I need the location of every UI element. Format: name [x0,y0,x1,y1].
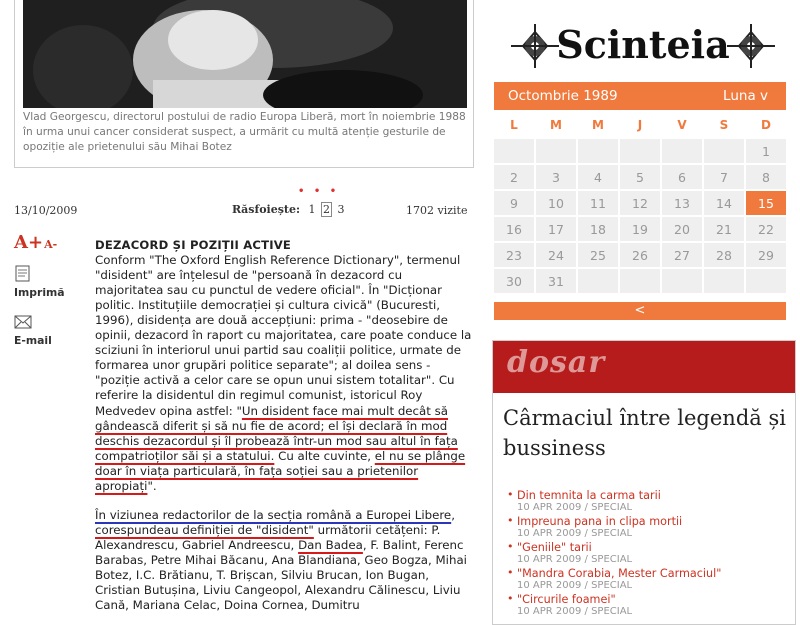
dosar-list-item[interactable] [507,489,792,514]
dosar-list-item[interactable] [507,567,792,592]
calendar-empty-cell [662,139,702,163]
dosar-list-item[interactable] [507,593,792,618]
calendar-grid [494,113,786,293]
article-date: 13/10/2009 [14,204,78,217]
dosar-list [507,489,792,619]
paragraph-text: Conform "The Oxford English Reference Dictionary", termenul "disident" are înțelesul de "persoană în dezacord cu majoritatea sau cu punctul de vedere oficial". În "Dicționar politic. Instituțiile democrației și cultura civică" (Bucuresti, 1996), disidența are două accepțiuni: prima - "deosebire de opinii, dezacord în raport cu majoritatea, care poate conduce la sciziuni în interiorul unui partid sau coaliții politice, urmate de formarea unor grupări politice separate"; al doilea sens - "poziție activă a celor care se opun unui sistem totalitar". Cu referire la disidentul din regimul comunist, istoricul Roy Medvedev opina astfel: " [95,253,472,418]
photo-graphic [23,0,467,108]
font-decrease-button[interactable]: A- [44,238,58,251]
paragraph-text: ". [147,478,157,493]
dosar-item-title[interactable]: • "Geniile" tarii [517,541,592,554]
page-link-1[interactable]: 1 [308,203,316,216]
print-link[interactable]: Imprimă [14,286,65,299]
dosar-item-title[interactable]: • Impreuna pana in clipa mortii [517,515,683,528]
dosar-item-meta: 10 APR 2009 / SPECIAL [517,528,633,539]
calendar-weekday: M [536,113,576,137]
page-link-2[interactable]: 2 [323,203,331,216]
view-count: 1702 vizite [406,204,468,217]
dosar-item-title[interactable]: • "Circurile foamei" [517,593,616,606]
calendar-empty-cell [746,269,786,293]
dosar-item-meta: 10 APR 2009 / SPECIAL [517,554,633,565]
red-highlight-name: Dan Badea [298,537,363,552]
calendar-weekday: S [704,113,744,137]
font-size-controls [14,232,74,253]
print-icon[interactable] [14,265,32,282]
calendar-day[interactable]: 29 [746,243,786,267]
calendar-day[interactable]: 17 [536,217,576,241]
calendar-weekday: L [494,113,534,137]
calendar-header [494,82,786,110]
page-link-3[interactable]: 3 [337,203,345,216]
article-heading: DEZACORD ȘI POZIȚII ACTIVE [95,238,292,252]
calendar-day[interactable]: 1 [746,139,786,163]
email-link[interactable]: E-mail [14,334,52,347]
dosar-item-meta: 10 APR 2009 / SPECIAL [517,502,633,513]
calendar-empty-cell [578,269,618,293]
calendar-day[interactable]: 22 [746,217,786,241]
calendar-empty-cell [578,139,618,163]
article-body [95,238,473,613]
calendar-day[interactable]: 16 [494,217,534,241]
calendar-empty-cell [620,269,660,293]
dosar-title[interactable]: Cârmaciul între legendă și bussiness [503,406,786,460]
calendar-day[interactable]: 20 [662,217,702,241]
dosar-item-meta: 10 APR 2009 / SPECIAL [517,580,633,591]
article-photo [23,0,467,108]
calendar-day[interactable]: 25 [578,243,618,267]
calendar-day[interactable]: 24 [536,243,576,267]
calendar-empty-cell [704,139,744,163]
paragraph-text: , F. Balint, Ferenc Barabas, Petre Mihai Băcanu, Ana Blandiana, Geo Bogza, Mihai Botez, I.C. Brătianu, T. Brișcan, Silviu Brucan, Ion Bugan, Cristian Butușina, Liviu Cangeopol, Alexandru Călinescu, Liviu Cană, Mariana Celac, Doina Cornea, Dumitru [95,537,467,613]
dosar-banner-text: dosar [507,345,606,380]
dosar-list-item[interactable] [507,515,792,540]
calendar-day[interactable]: 31 [536,269,576,293]
calendar-day[interactable]: 26 [620,243,660,267]
calendar-day[interactable]: 3 [536,165,576,189]
envelope-icon[interactable] [14,313,32,330]
emblem-left-icon [511,24,559,68]
calendar-day[interactable]: 18 [578,217,618,241]
calendar-empty-cell [662,269,702,293]
pager-dots: • • • [298,186,340,197]
dosar-list-item[interactable] [507,541,792,566]
calendar-empty-cell [494,139,534,163]
photo-caption: Vlad Georgescu, directorul postului de radio Europa Liberă, mort în noiembrie 1988 în urma unui cancer considerat suspect, a urmărit cu multă atenție gesturile de opoziție ale prietenului său Mihai Botez [23,111,466,153]
calendar-day[interactable]: 12 [620,191,660,215]
article-paragraph-2 [95,508,473,613]
paragraph-text: Cu alte cuvinte, [274,448,375,463]
calendar-weekday: V [662,113,702,137]
calendar-day[interactable]: 6 [662,165,702,189]
paragraph-text: , [451,507,455,522]
dosar-box [492,340,796,625]
calendar-day[interactable]: 13 [662,191,702,215]
calendar-day[interactable]: 4 [578,165,618,189]
emblem-right-icon [727,24,775,68]
calendar-day[interactable]: 10 [536,191,576,215]
article-pager [232,203,346,216]
calendar-day-today[interactable]: 15 [746,191,786,215]
calendar-weekday: J [620,113,660,137]
calendar-day[interactable]: 27 [662,243,702,267]
calendar-day[interactable]: 2 [494,165,534,189]
quote-highlight-1: Un disident face mai mult decât să gândească diferit și să nu fie de acord; el își declară în mod deschis dezacordul și îl probează într-un mod sau altul în fața compatrioților săi și a statului. [95,403,458,463]
quote-highlight-2: el nu se plânge doar în viața particulară, în fața soției sau a prietenilor apropiați [95,448,466,493]
calendar-day[interactable]: 21 [704,217,744,241]
calendar-empty-cell [704,269,744,293]
dosar-item-meta: 10 APR 2009 / SPECIAL [517,606,633,617]
calendar-day[interactable]: 9 [494,191,534,215]
calendar-day[interactable]: 23 [494,243,534,267]
dosar-item-title[interactable]: • Din temnita la carma tarii [517,489,661,502]
calendar-day[interactable]: 11 [578,191,618,215]
calendar-day[interactable]: 7 [704,165,744,189]
red-highlight-definition: corespundeau definiției de "disident" [95,522,314,537]
calendar-weekday: D [746,113,786,137]
calendar-empty-cell [620,139,660,163]
calendar-month: Octombrie 1989 [508,88,618,104]
calendar-day[interactable]: 30 [494,269,534,293]
article-tools [14,232,74,347]
blue-highlight: În viziunea redactorilor de la secția română a Europei Libere [95,507,452,522]
browse-label: Răsfoiește: [232,203,301,216]
calendar-mode-select[interactable]: Luna v [723,88,768,104]
logo-wordmark: Scinteia [556,22,730,67]
calendar-day[interactable]: 28 [704,243,744,267]
paragraph-text: următorii cetățeni: P. Alexandrescu, Gabriel Andreescu, [95,522,441,552]
calendar-day[interactable]: 19 [620,217,660,241]
calendar-day[interactable]: 14 [704,191,744,215]
calendar-empty-cell [536,139,576,163]
scinteia-logo[interactable] [503,18,783,74]
article-paragraph-1 [95,253,473,494]
photo-box [14,0,474,168]
calendar-weekday: M [578,113,618,137]
calendar-day[interactable]: 5 [620,165,660,189]
font-increase-button[interactable]: A+ [14,232,44,253]
calendar-prev-button[interactable]: < [494,302,786,320]
calendar-day[interactable]: 8 [746,165,786,189]
dosar-item-title[interactable]: • "Mandra Corabia, Mester Carmaciul" [517,567,722,580]
dosar-banner [493,341,795,393]
